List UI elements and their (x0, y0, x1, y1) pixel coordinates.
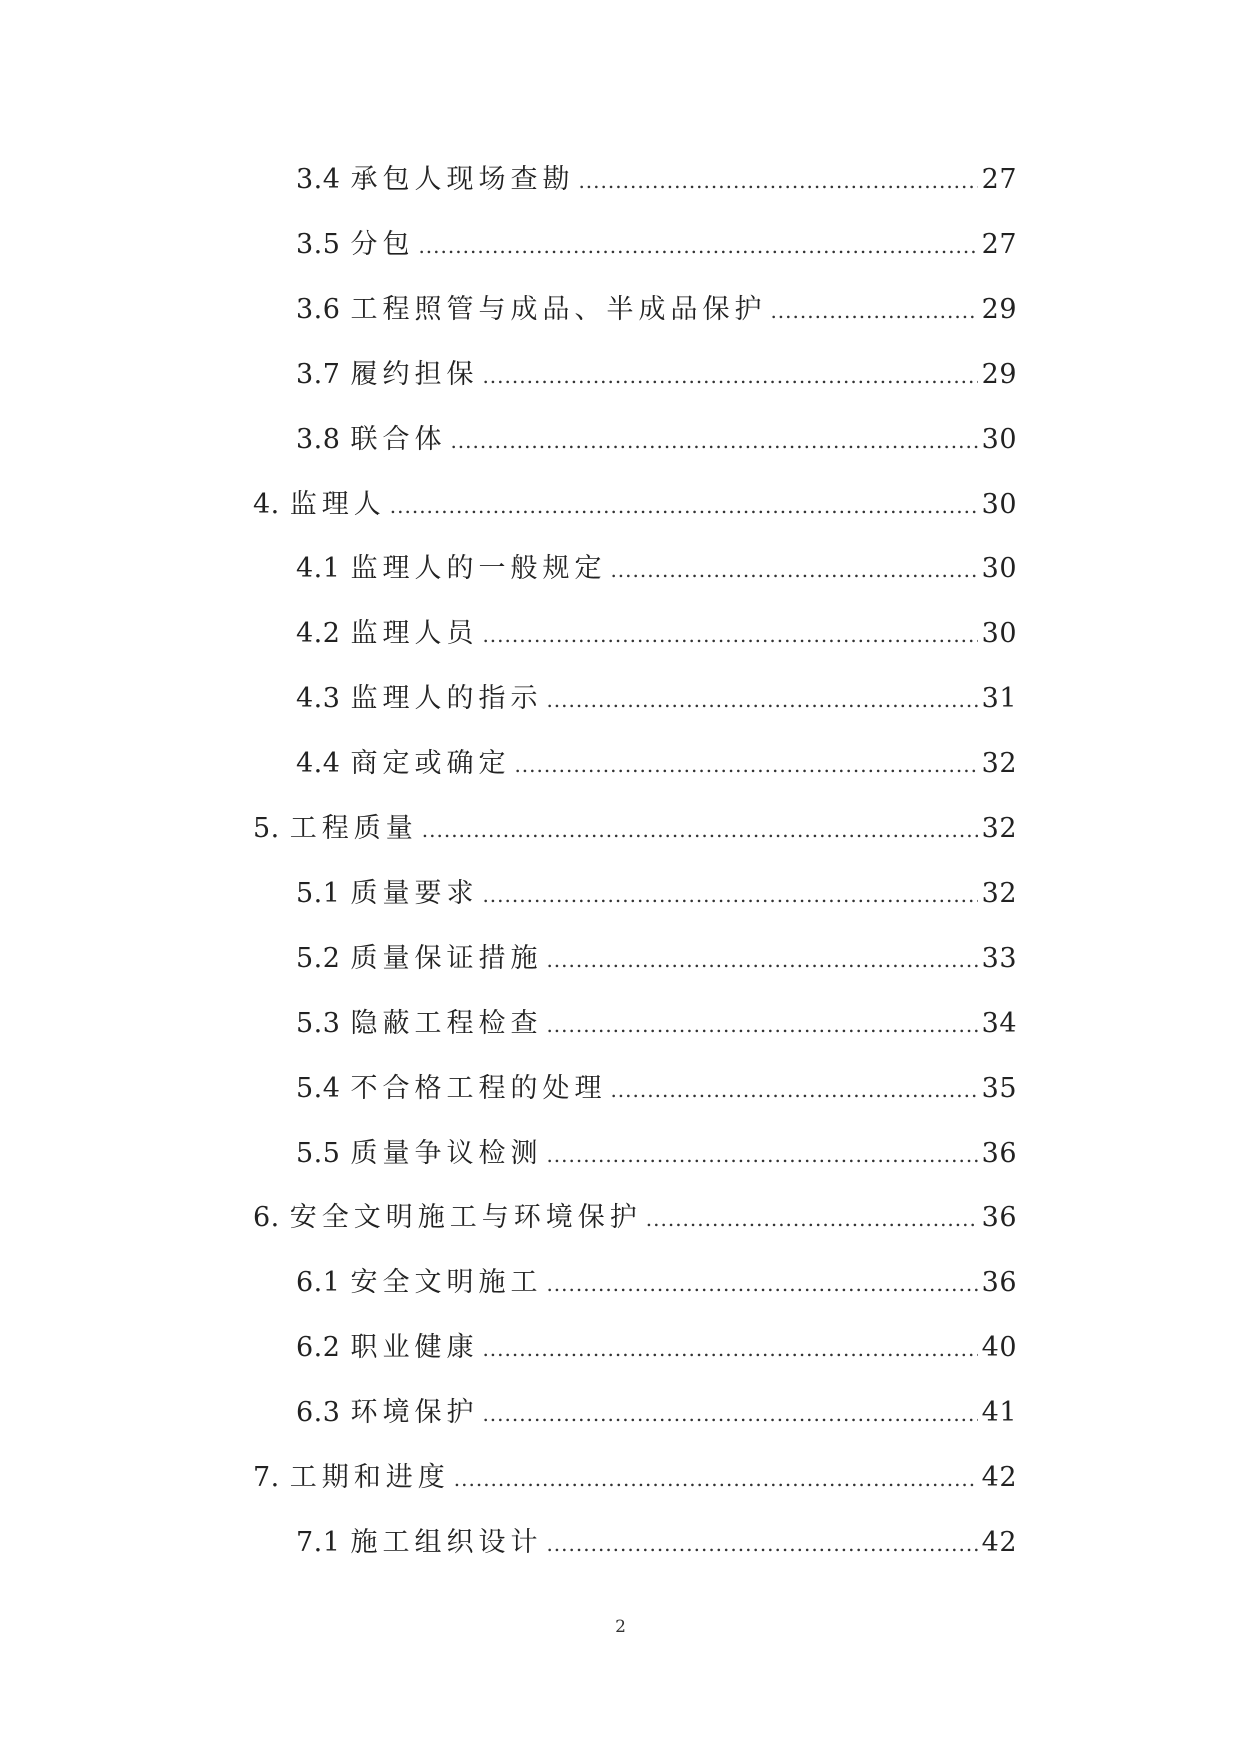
toc-entry[interactable] (296, 744, 1017, 784)
toc-entry-title: 监理人的一般规定 (350, 553, 607, 585)
toc-entry-number: 4.4 (296, 748, 341, 780)
toc-entry-page: 33 (981, 942, 1017, 974)
toc-entry-number: 5.5 (296, 1137, 341, 1169)
toc-entry[interactable] (296, 614, 1017, 654)
toc-entry-number: 4.3 (296, 683, 341, 715)
toc-entry[interactable] (296, 874, 1017, 914)
toc-entry[interactable] (253, 809, 1017, 849)
dot-leader (646, 1199, 978, 1239)
dot-leader (450, 421, 977, 461)
toc-entry[interactable] (253, 485, 1017, 525)
dot-leader (482, 1394, 977, 1434)
toc-entry-title: 工期和进度 (289, 1462, 450, 1493)
toc-entry-page: 29 (981, 293, 1017, 325)
toc-entry[interactable] (296, 160, 1017, 200)
toc-entry-title: 不合格工程的处理 (350, 1072, 607, 1104)
toc-entry-page: 32 (981, 748, 1017, 780)
toc-entry-number: 3.8 (296, 423, 341, 455)
toc-entry-number: 5.2 (296, 942, 341, 974)
toc-entry-title: 隐蔽工程检查 (350, 1007, 543, 1039)
toc-entry-page: 30 (981, 553, 1017, 585)
toc-entry[interactable] (296, 420, 1017, 460)
toc-entry-number: 5.4 (296, 1072, 341, 1104)
toc-entry-title: 职业健康 (350, 1332, 479, 1364)
toc-entry-number: 5.3 (296, 1007, 341, 1039)
toc-entry[interactable] (296, 1134, 1017, 1174)
toc-entry[interactable] (296, 1004, 1017, 1044)
page-number: 2 (615, 1617, 626, 1637)
toc-entry-number: 6.1 (296, 1267, 341, 1299)
toc-entry-title: 监理人员 (350, 618, 479, 650)
toc-entry-title: 质量保证措施 (350, 942, 543, 974)
dot-leader (482, 615, 977, 655)
toc-entry-title: 监理人 (289, 488, 386, 520)
toc-entry-title: 质量要求 (350, 877, 479, 909)
dot-leader (770, 291, 977, 331)
dot-leader (422, 810, 978, 850)
dot-leader (578, 161, 977, 201)
dot-leader (546, 680, 977, 720)
dot-leader (390, 486, 978, 526)
toc-entry[interactable] (296, 1069, 1017, 1109)
toc-entry[interactable] (296, 939, 1017, 979)
toc-entry-number: 6.3 (296, 1397, 341, 1429)
toc-entry-number: 4.1 (296, 553, 341, 585)
toc-entry[interactable] (296, 290, 1017, 330)
toc-entry-page: 31 (981, 683, 1017, 715)
dot-leader (546, 1524, 977, 1564)
toc-entry-page: 41 (981, 1397, 1017, 1429)
dot-leader (546, 1005, 977, 1045)
toc-entry[interactable] (296, 679, 1017, 719)
toc-entry-title: 安全文明施工 (350, 1267, 543, 1299)
toc-entry[interactable] (296, 549, 1017, 589)
toc-entry-page: 36 (981, 1202, 1017, 1234)
toc-entry-page: 36 (981, 1267, 1017, 1299)
toc-entry-title: 施工组织设计 (350, 1526, 543, 1558)
toc-entry-number: 3.7 (296, 358, 341, 390)
dot-leader (514, 745, 977, 785)
toc-entry-page: 34 (981, 1007, 1017, 1039)
toc-entry-number: 5. (253, 813, 280, 844)
toc-entry-title: 商定或确定 (350, 748, 511, 780)
toc-entry[interactable] (296, 1393, 1017, 1433)
toc-entry-number: 7. (253, 1462, 280, 1493)
dot-leader (610, 550, 977, 590)
toc-entry-page: 42 (981, 1462, 1017, 1493)
toc-entry-number: 4.2 (296, 618, 341, 650)
dot-leader (546, 1135, 977, 1175)
toc-entry-page: 30 (981, 618, 1017, 650)
toc-entry[interactable] (253, 1198, 1017, 1238)
toc-entry-title: 承包人现场查勘 (350, 164, 575, 195)
dot-leader (546, 1264, 977, 1304)
toc-entry[interactable] (296, 225, 1017, 265)
toc-entry[interactable] (296, 355, 1017, 395)
toc-entry[interactable] (296, 1328, 1017, 1368)
toc-entry-title: 工程照管与成品、半成品保护 (350, 293, 767, 325)
toc-entry-title: 工程质量 (289, 813, 418, 844)
dot-leader (454, 1459, 978, 1499)
toc-entry-page: 30 (981, 423, 1017, 455)
toc-entry-page: 27 (981, 164, 1017, 195)
toc-entry-page: 42 (981, 1526, 1017, 1558)
toc-entry[interactable] (296, 1263, 1017, 1303)
toc-entry-number: 3.5 (296, 228, 341, 260)
dot-leader (482, 356, 977, 396)
toc-entry-title: 安全文明施工与环境保护 (289, 1202, 642, 1234)
toc-entry-title: 分包 (350, 228, 415, 260)
toc-entry-title: 履约担保 (350, 358, 479, 390)
toc-entry-number: 7.1 (296, 1526, 341, 1558)
dot-leader (610, 1070, 977, 1110)
toc-entry-page: 29 (981, 358, 1017, 390)
toc-entry-number: 6. (253, 1202, 280, 1234)
dot-leader (418, 226, 977, 266)
toc-entry-page: 36 (981, 1137, 1017, 1169)
toc-entry-page: 40 (981, 1332, 1017, 1364)
toc-entry-page: 27 (981, 228, 1017, 260)
toc-entry-title: 监理人的指示 (350, 683, 543, 715)
toc-entry-title: 联合体 (350, 423, 447, 455)
toc-entry[interactable] (253, 1458, 1017, 1498)
toc-entry-title: 环境保护 (350, 1397, 479, 1429)
toc-entry-title: 质量争议检测 (350, 1137, 543, 1169)
dot-leader (482, 875, 977, 915)
toc-entry-number: 6.2 (296, 1332, 341, 1364)
toc-entry-page: 32 (981, 813, 1017, 844)
toc-entry-number: 5.1 (296, 877, 341, 909)
toc-entry-number: 3.4 (296, 164, 341, 195)
toc-entry-page: 32 (981, 877, 1017, 909)
toc-entry-page: 30 (981, 488, 1017, 520)
dot-leader (482, 1329, 977, 1369)
toc-entry-page: 35 (981, 1072, 1017, 1104)
toc-entry[interactable] (296, 1523, 1017, 1563)
dot-leader (546, 940, 977, 980)
toc-entry-number: 4. (253, 488, 280, 520)
toc-entry-number: 3.6 (296, 293, 341, 325)
